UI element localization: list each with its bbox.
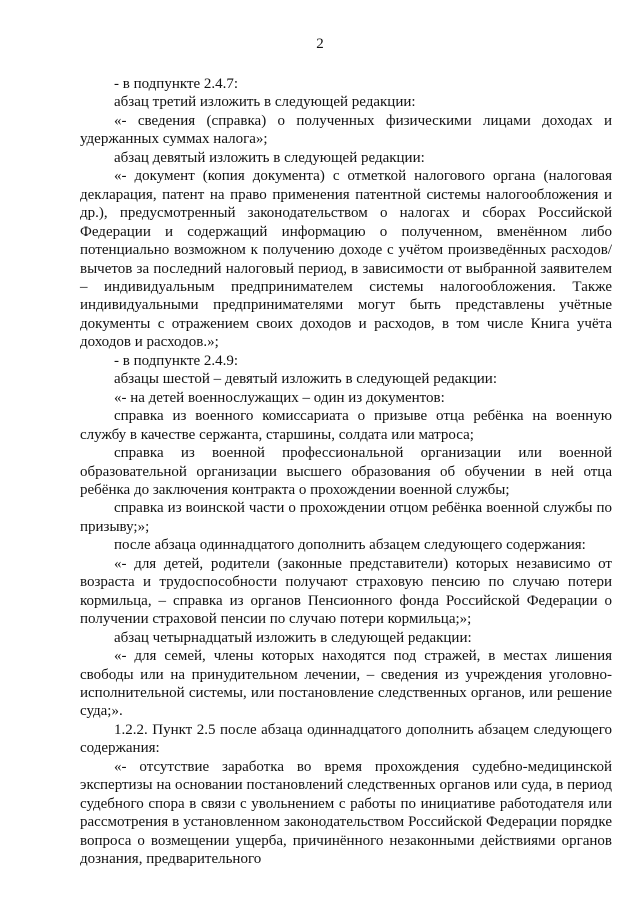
paragraph: «- для семей, члены которых находятся под стражей, в местах лишения свободы или на принудительном лечении, – сведения из учреждения уголовно-исполнительной системы, или постановление следственных органов, или решение суда;». [80, 648, 612, 720]
paragraph: абзацы шестой – девятый изложить в следующей редакции: [114, 371, 497, 388]
paragraph: «- сведения (справка) о полученных физическими лицами доходах и удержанных суммах налога»; [80, 112, 612, 148]
paragraph: «- отсутствие заработка во время прохождения судебно-медицинской экспертизы на основании постановлений следственных органов или суда, в период судебного спора в связи с увольнением с работы по инициативе работодателя или рассмотрения в установленном законодательством Российской Федерации порядке вопроса о возмещении ущерба, причинённого незаконными действиями органов дознания, предварительного [80, 758, 612, 868]
document-body [80, 75, 612, 868]
paragraph: абзац девятый изложить в следующей редакции: [114, 149, 425, 166]
paragraph: 1.2.2. Пункт 2.5 после абзаца одиннадцатого дополнить абзацем следующего содержания: [80, 721, 612, 757]
paragraph: справка из военной профессиональной организации или военной образовательной организации высшего образования об обучении в ней отца ребёнка до заключения контракта о прохождении военной службы; [80, 445, 612, 498]
paragraph: «- на детей военнослужащих – один из документов: [114, 389, 445, 406]
paragraph: абзац третий изложить в следующей редакции: [114, 94, 416, 111]
paragraph: после абзаца одиннадцатого дополнить абзацем следующего содержания: [114, 537, 586, 554]
paragraph: - в подпункте 2.4.7: [114, 76, 239, 92]
paragraph: «- документ (копия документа) с отметкой налогового органа (налоговая декларация, патент на право применения патентной системы налогообложения и др.), предусмотренный законодательством о налогах и сборах Российской Федерации и содержащий информацию о полученном, вменённом либо потенциально возможном к получению доходе с учётом произведённых расходов/ вычетов за последний налоговый период, в зависимости от выбранной заявителем – индивидуальным предпринимателем системы налогообложения. Также индивидуальными предпринимателями могут быть представлены учётные документы с отражением своих доходов и расходов, в том числе Книга учёта доходов и расходов.»; [80, 168, 612, 351]
paragraph: - в подпункте 2.4.9: [114, 352, 239, 369]
paragraph: абзац четырнадцатый изложить в следующей редакции: [114, 629, 472, 646]
paragraph: справка из воинской части о прохождении отцом ребёнка военной службы по призыву;»; [80, 500, 612, 535]
paragraph: «- для детей, родители (законные представители) которых независимо от возраста и трудоспособности получают страховую пенсию по случаю потери кормильца, – справка из органов Пенсионного фонда Российской Федерации о получении страховой пенсии по случаю потери кормильца;»; [80, 555, 612, 628]
paragraph: справка из военного комиссариата о призыве отца ребёнка на военную службу в качестве сержанта, старшины, солдата или матроса; [80, 408, 612, 443]
page-number: 2 [316, 36, 324, 52]
